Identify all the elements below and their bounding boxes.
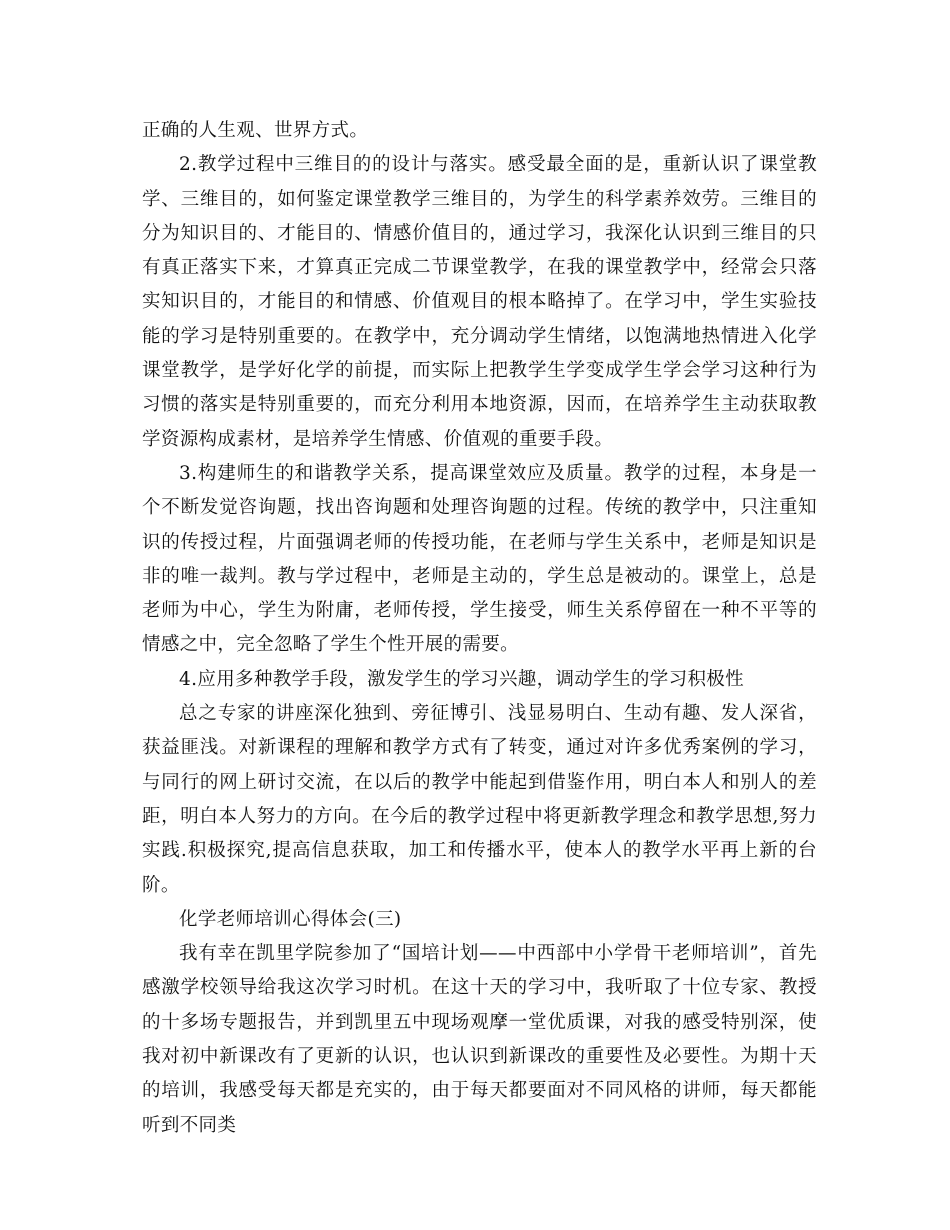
document-body xyxy=(142,114,817,1143)
paragraph-3: 3.构建师生的和谐教学关系，提高课堂效应及质量。教学的过程，本身是一个不断发觉咨询题，找出咨询题和处理咨询题的过程。传统的教学中，只注重知识的传授过程，片面强调老师的传授功能，在老师与学生关系中，老师是知识是非的唯一裁判。教与学过程中，老师是主动的，学生总是被动的。课堂上，总是老师为中心，学生为附庸，老师传授，学生接受，师生关系停留在一种不平等的情感之中，完全忽略了学生个性开展的需要。 xyxy=(142,462,817,656)
paragraph-1: 正确的人生观、世界方式。 xyxy=(142,120,369,141)
paragraph-7: 我有幸在凯里学院参加了“国培计划——中西部中小学骨干老师培训”，首先感激学校领导给我这次学习时机。在这十天的学习中，我听取了十位专家、教授的十多场专题报告，并到凯里五中现场观摩一堂优质课，对我的感受特别深，使我对初中新课改有了更新的认识，也认识到新课改的重要性及必要性。为期十天的培训，我感受每天都是充实的，由于每天都要面对不同风格的讲师，每天都能听到不同类 xyxy=(142,943,817,1136)
section-heading: 化学老师培训心得体会(三) xyxy=(179,908,402,930)
paragraph-2: 2.教学过程中三维目的的设计与落实。感受最全面的是，重新认识了课堂教学、三维目的，如何鉴定课堂教学三维目的，为学生的科学素养效劳。三维目的分为知识目的、才能目的、情感价值目的，通过学习，我深化认识到三维目的只有真正落实下来，才算真正完成二节课堂教学，在我的课堂教学中，经常会只落实知识目的，才能目的和情感、价值观目的根本略掉了。在学习中，学生实验技能的学习是特别重要的。在教学中，充分调动学生情绪，以饱满地热情进入化学课堂教学，是学好化学的前提，而实际上把教学生学变成学生学会学习这种行为习惯的落实是特别重要的，而充分利用本地资源，因而，在培养学生主动获取教学资源构成素材，是培养学生情感、价值观的重要手段。 xyxy=(142,154,817,450)
paragraph-5: 总之专家的讲座深化独到、旁征博引、浅显易明白、生动有趣、发人深省，获益匪浅。对新课程的理解和教学方式有了转变，通过对许多优秀案例的学习，与同行的网上研讨交流，在以后的教学中能起到借鉴作用，明白本人和别人的差距，明白本人努力的方向。在今后的教学过程中将更新教学理念和教学思想,努力实践.积极探究,提高信息获取，加工和传播水平，使本人的教学水平再上新的台阶。 xyxy=(142,703,817,896)
paragraph-4: 4.应用多种教学手段，激发学生的学习兴趣，调动学生的学习积极性 xyxy=(179,668,745,690)
